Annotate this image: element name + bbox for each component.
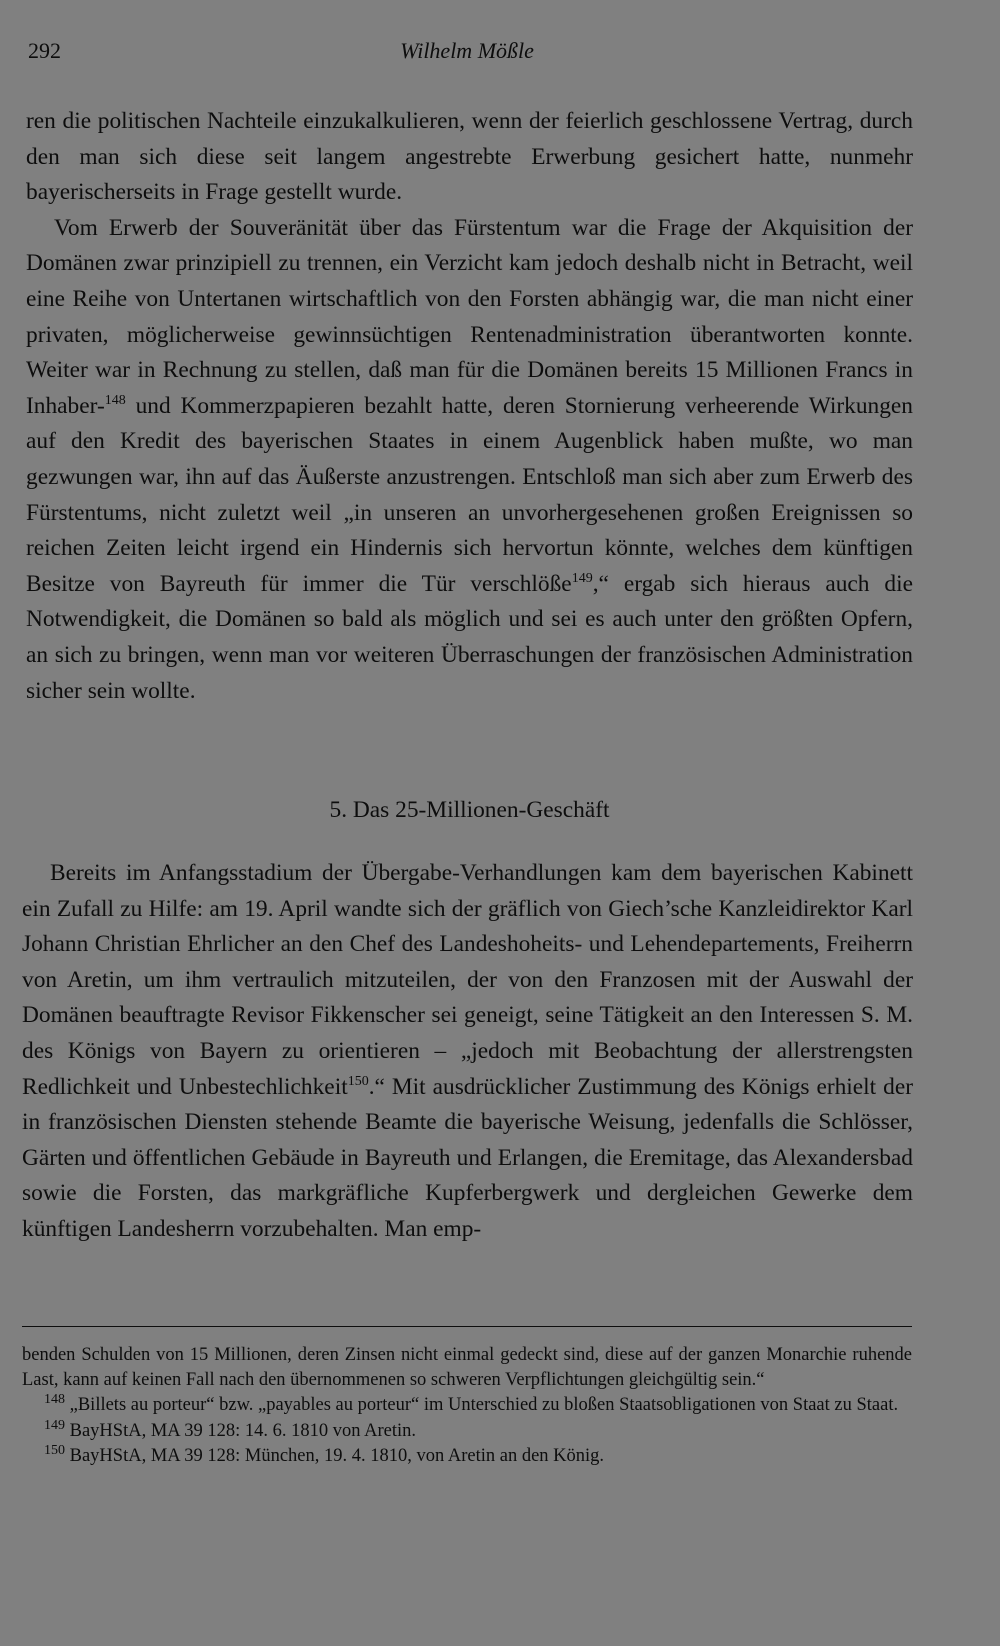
footnote-148: $^{148}$ „Billets au porteur“ bzw. „payables au porteur“ im Unterschied zu bloßen Staatsobligationen von Staat zu Staat. — [44, 1392, 899, 1416]
paragraph-continuation: ren die politischen Nachteile einzukalkulieren, wenn der feierlich geschlossene Vertrag, durch den man sich diese seit langem angestrebte Erwerbung gesichert hatte, nunmehr bayerischerseits in Frage gestellt wurde. — [26, 108, 913, 206]
footnote-number: 149 — [44, 1417, 65, 1433]
footnote-separator — [22, 1326, 912, 1327]
page-number: 292 — [28, 38, 61, 63]
footnote-149: $^{149}$ BayHStA, MA 39 128: 14. 6. 1810 von Aretin. — [44, 1417, 416, 1441]
main-text-upper — [26, 104, 913, 709]
footnotes — [22, 1343, 912, 1469]
main-text-lower — [22, 856, 913, 1248]
paragraph-domaenen: Vom Erwerb der Souveränität über das Fürstentum war die Frage der Akquisition der Domänen zwar prinzipiell zu trennen, ein Verzicht kam jedoch deshalb nicht in Betracht, weil eine Reihe von Untertanen wirtschaftlich von den Forsten abhängig war, die man nicht einer privaten, möglicherweise gewinnsüchtigen Rentenadministration überantworten konnte. Weiter war in Rechnung zu stellen, daß man für die Domänen bereits 15 Millionen Francs in Inhaber-$^{148}$ und Kommerzpapieren bezahlt hatte, deren Stornierung verheerende Wirkungen auf den Kredit des bayerischen Staates in einem Augenblick haben mußte, wo man gezwungen war, ihn auf das Äußerste anzustrengen. Entschloß man sich aber zum Erwerb des Fürstentums, nicht zuletzt weil „in unseren an unvorhergesehenen großen Ereignissen so reichen Zeiten leicht irgend ein Hindernis sich hervortun könnte, welches dem künftigen Besitze von Bayreuth für immer die Tür verschlöße$^{149}$,“ ergab sich hieraus auch die Notwendigkeit, die Domänen so bald als möglich und sei es auch unter den größten Opfern, an sich zu bringen, wenn man vor weiteren Überraschungen der französischen Administration sicher sein wollte. — [26, 214, 913, 704]
footnote-number: 148 — [44, 1392, 65, 1408]
footnote-ref-149[interactable]: 149 — [571, 570, 593, 586]
page-header — [22, 38, 912, 68]
running-head: Wilhelm Mößle — [400, 38, 534, 63]
footnote-number: 150 — [44, 1442, 65, 1458]
footnote-150: $^{150}$ BayHStA, MA 39 128: München, 19. 4. 1810, von Aretin an den König. — [44, 1442, 605, 1466]
section-heading: 5. Das 25-Millionen-Geschäft — [329, 797, 610, 823]
footnote-continuation: benden Schulden von 15 Millionen, deren Zinsen nicht einmal gedeckt sind, diese auf der ganzen Monarchie ruhende Last, kann auf keinen Fall nach den übernommenen so schweren Verpflichtungen gleichgültig sein.“ — [22, 1345, 912, 1391]
footnote-ref-148[interactable]: 148 — [104, 392, 126, 408]
footnote-ref-150[interactable]: 150 — [347, 1073, 369, 1089]
paragraph-geschaeft: Bereits im Anfangsstadium der Übergabe-Verhandlungen kam dem bayerischen Kabinett ein Zufall zu Hilfe: am 19. April wandte sich der gräflich von Giech’sche Kanzleidirektor Karl Johann Christian Ehrlicher an den Chef des Landeshoheits- und Lehendepartements, Freiherrn von Aretin, um ihm vertraulich mitzuteilen, der von den Franzosen mit der Auswahl der Domänen beauftragte Revisor Fikkenscher sei geneigt, seine Tätigkeit an den Interessen S. M. des Königs von Bayern zu orientieren – „jedoch mit Beobachtung der allerstrengsten Redlichkeit und Unbestechlichkeit$^{150}$.“ Mit ausdrücklicher Zustimmung des Königs erhielt der in französischen Diensten stehende Beamte die bayerische Weisung, jedenfalls die Schlösser, Gärten und öffentlichen Gebäude in Bayreuth und Erlangen, die Eremitage, das Alexandersbad sowie die Forsten, das markgräfliche Kupferbergwerk und dergleichen Gewerke dem künftigen Landesherrn vorzubehalten. Man emp- — [22, 860, 914, 1242]
